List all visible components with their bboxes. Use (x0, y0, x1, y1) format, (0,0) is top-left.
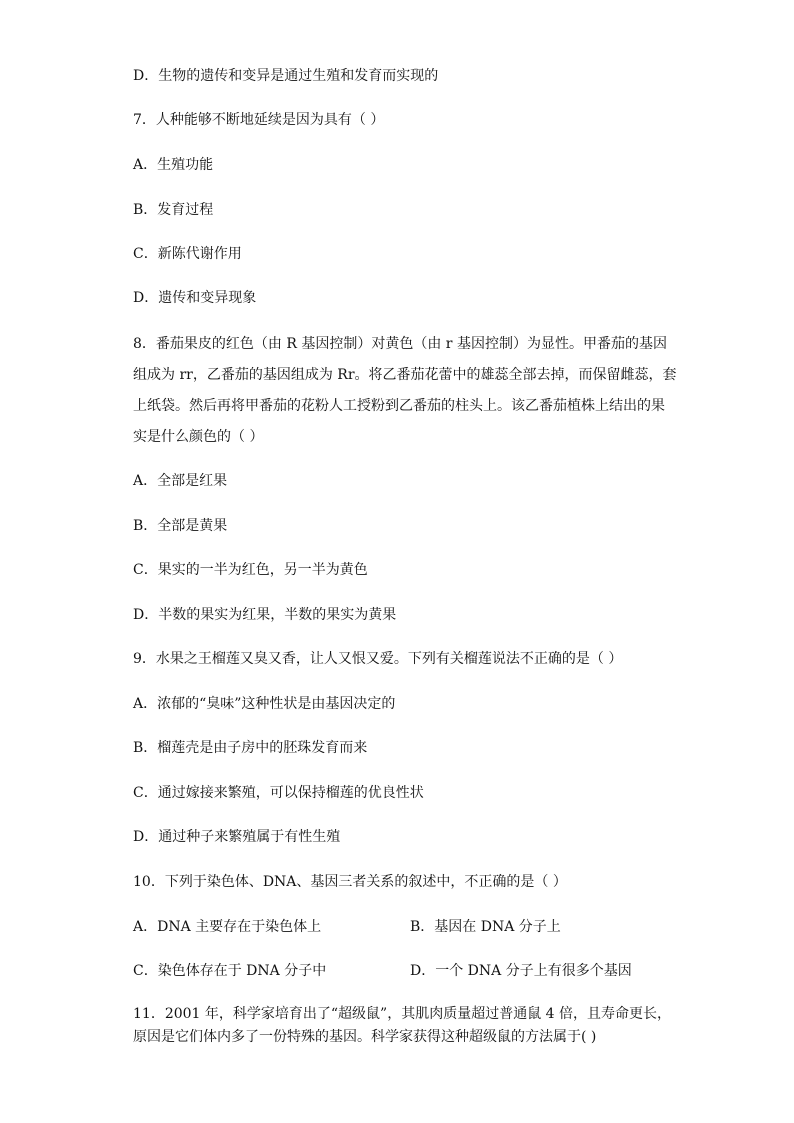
q8-stem-line4: 实是什么颜色的（ ） (133, 429, 264, 445)
q10-option-a: A．DNA 主要存在于染色体上 (133, 919, 322, 935)
q7-option-d: D．遗传和变异现象 (133, 290, 257, 306)
q8-stem-line1: 8．番茄果皮的红色（由 R 基因控制）对黄色（由 r 基因控制）为显性。甲番茄的基因 (133, 336, 667, 352)
q8-option-c: C．果实的一半为红色，另一半为黄色 (133, 562, 368, 578)
q10-option-b: B．基因在 DNA 分子上 (410, 919, 561, 935)
q8-stem-line2: 组成为 rr，乙番茄的基因组成为 Rr。将乙番茄花蕾中的雄蕊全部去掉，而保留雌蕊，套 (133, 367, 677, 383)
q8-option-a: A．全部是红果 (133, 473, 228, 489)
q10-option-d: D．一个 DNA 分子上有很多个基因 (410, 963, 632, 979)
q11-stem-line2: 原因是它们体内多了一份特殊的基因。科学家获得这种超级鼠的方法属于( ) (133, 1029, 597, 1045)
q8-option-b: B．全部是黄果 (133, 518, 228, 534)
q9-stem: 9．水果之王榴莲又臭又香，让人又恨又爱。下列有关榴莲说法不正确的是（ ） (133, 651, 623, 667)
q10-option-c: C．染色体存在于 DNA 分子中 (133, 963, 327, 979)
q9-option-a: A．浓郁的“臭味”这种性状是由基因决定的 (133, 696, 396, 712)
q7-option-b: B．发育过程 (133, 202, 214, 218)
q10-stem: 10．下列于染色体、DNA、基因三者关系的叙述中，不正确的是（ ） (133, 874, 567, 890)
q9-option-d: D．通过种子来繁殖属于有性生殖 (133, 829, 341, 845)
q7-option-c: C．新陈代谢作用 (133, 246, 242, 262)
q6-option-d: D．生物的遗传和变异是通过生殖和发育而实现的 (133, 68, 439, 84)
q8-option-d: D．半数的果实为红果，半数的果实为黄果 (133, 607, 397, 623)
q8-stem-line3: 上纸袋。然后再将甲番茄的花粉人工授粉到乙番茄的柱头上。该乙番茄植株上结出的果 (133, 398, 665, 414)
q9-option-b: B．榴莲壳是由子房中的胚珠发育而来 (133, 740, 368, 756)
q9-option-c: C．通过嫁接来繁殖，可以保持榴莲的优良性状 (133, 785, 424, 801)
q7-stem: 7．人种能够不断地延续是因为具有（ ） (133, 112, 385, 128)
q7-option-a: A．生殖功能 (133, 157, 214, 173)
q11-stem-line1: 11．2001 年，科学家培育出了“超级鼠”，其肌肉质量超过普通鼠 4 倍，且寿命更长， (133, 1006, 672, 1022)
